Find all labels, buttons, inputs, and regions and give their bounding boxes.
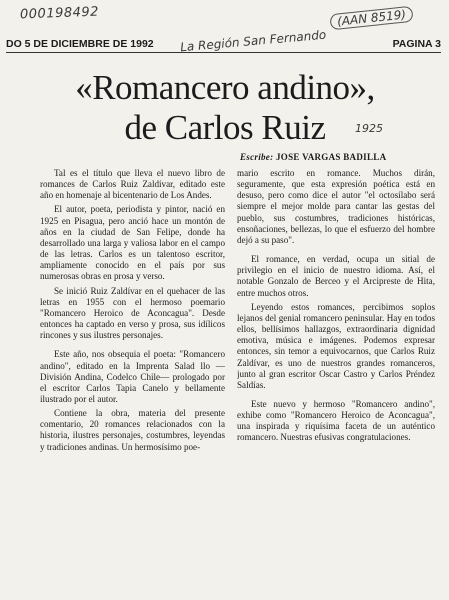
page-header	[6, 38, 441, 52]
article-column-right	[237, 168, 435, 596]
title-line-2: de Carlos Ruiz	[124, 108, 326, 147]
handwritten-catalog-id: 000198492	[19, 4, 100, 23]
header-page-number: PAGINA 3	[392, 38, 441, 50]
byline	[240, 152, 386, 162]
paragraph: Este año, nos obsequia el poeta: "Romancero andino", editado en la Imprenta Salad llo —División Andina, Codelco Chile— prologado por el escritor Carlos Tapia Canelo y bellamente ilustrado por el autor.	[40, 349, 225, 404]
byline-author: JOSE VARGAS BADILLA	[275, 152, 387, 162]
header-rule	[6, 52, 441, 53]
paragraph: Tal es el título que lleva el nuevo libro de romances de Carlos Ruiz Zaldívar, editado este año en homenaje al bicentenario de Los Andes.	[40, 168, 225, 201]
byline-label: Escribe:	[240, 152, 274, 162]
paragraph: Este nuevo y hermoso "Romancero andino", exhibe como "Romancero Heroico de Aconcagua", una inspirada y riquísima faceta de un auténtico romancero. Nuestras efusivas congratulaciones.	[237, 398, 435, 443]
paragraph: Se inició Ruiz Zaldívar en el quehacer de las letras en 1955 con el hermoso poemario "Romancero Heroico de Aconcagua". Desde entonces ha captado en verso y prosa, sus idílicos rincones y sus ilustres personajes.	[40, 285, 225, 341]
article-column-left	[40, 168, 225, 596]
title-line-1: «Romancero andino»,	[75, 68, 375, 107]
article-title	[30, 68, 420, 148]
paragraph: El romance, en verdad, ocupa un sitial de privilegio en el inicio de nuestro idioma. Así, el notable Gonzalo de Berceo y el Arcipreste de Hita, entre muchos otros.	[237, 254, 435, 298]
handwritten-year-note: 1925	[355, 122, 383, 135]
handwritten-source-note: La Región San Fernando	[179, 27, 327, 55]
header-date: DO 5 DE DICIEMBRE DE 1992	[6, 38, 154, 50]
paragraph: Contiene la obra, materia del presente comentario, 20 romances relacionados con la historia, ilustres personajes, costumbres, leyendas y tradiciones andinas. Un hermosísimo poe-	[40, 408, 225, 452]
handwritten-code-stamp: (AAN 8519)	[329, 6, 413, 31]
paragraph: El autor, poeta, periodista y pintor, nació en 1925 en Pisagua, pero anció hace un montón de años en la ciudad de San Felipe, donde ha desarrollado una larga y valiosa labor en el campo de las letras. Carlos es un talentoso escritor, ampliamente conocido en el país por sus numerosas obras en prosa y verso.	[40, 204, 225, 282]
paragraph: Leyendo estos romances, percibimos soplos lejanos del genial romancero peninsular. Hay en todos ellos, bellísimos hallazgos, extraordinaria dignidad emotiva, música e imágenes. Podemos expresar entonces, sin temor a equivocarnos, que Carlos Ruiz Zaldívar, es uno de nuestros grandes romanceros, junto al gran escritor Oscar Castro y Carlos Préndez Saldías.	[237, 301, 435, 390]
paragraph: mario escrito en romance. Muchos dirán, seguramente, que esta expresión poética está en desuso, pero como dice el autor "el octosílabo será siempre el mejor molde para cantar las gestas del pueblo, sus costumbres, tradiciones históricas, ensoñaciones, bellezas, lo que el esfuerzo del hombre dejó a su paso".	[237, 168, 435, 245]
